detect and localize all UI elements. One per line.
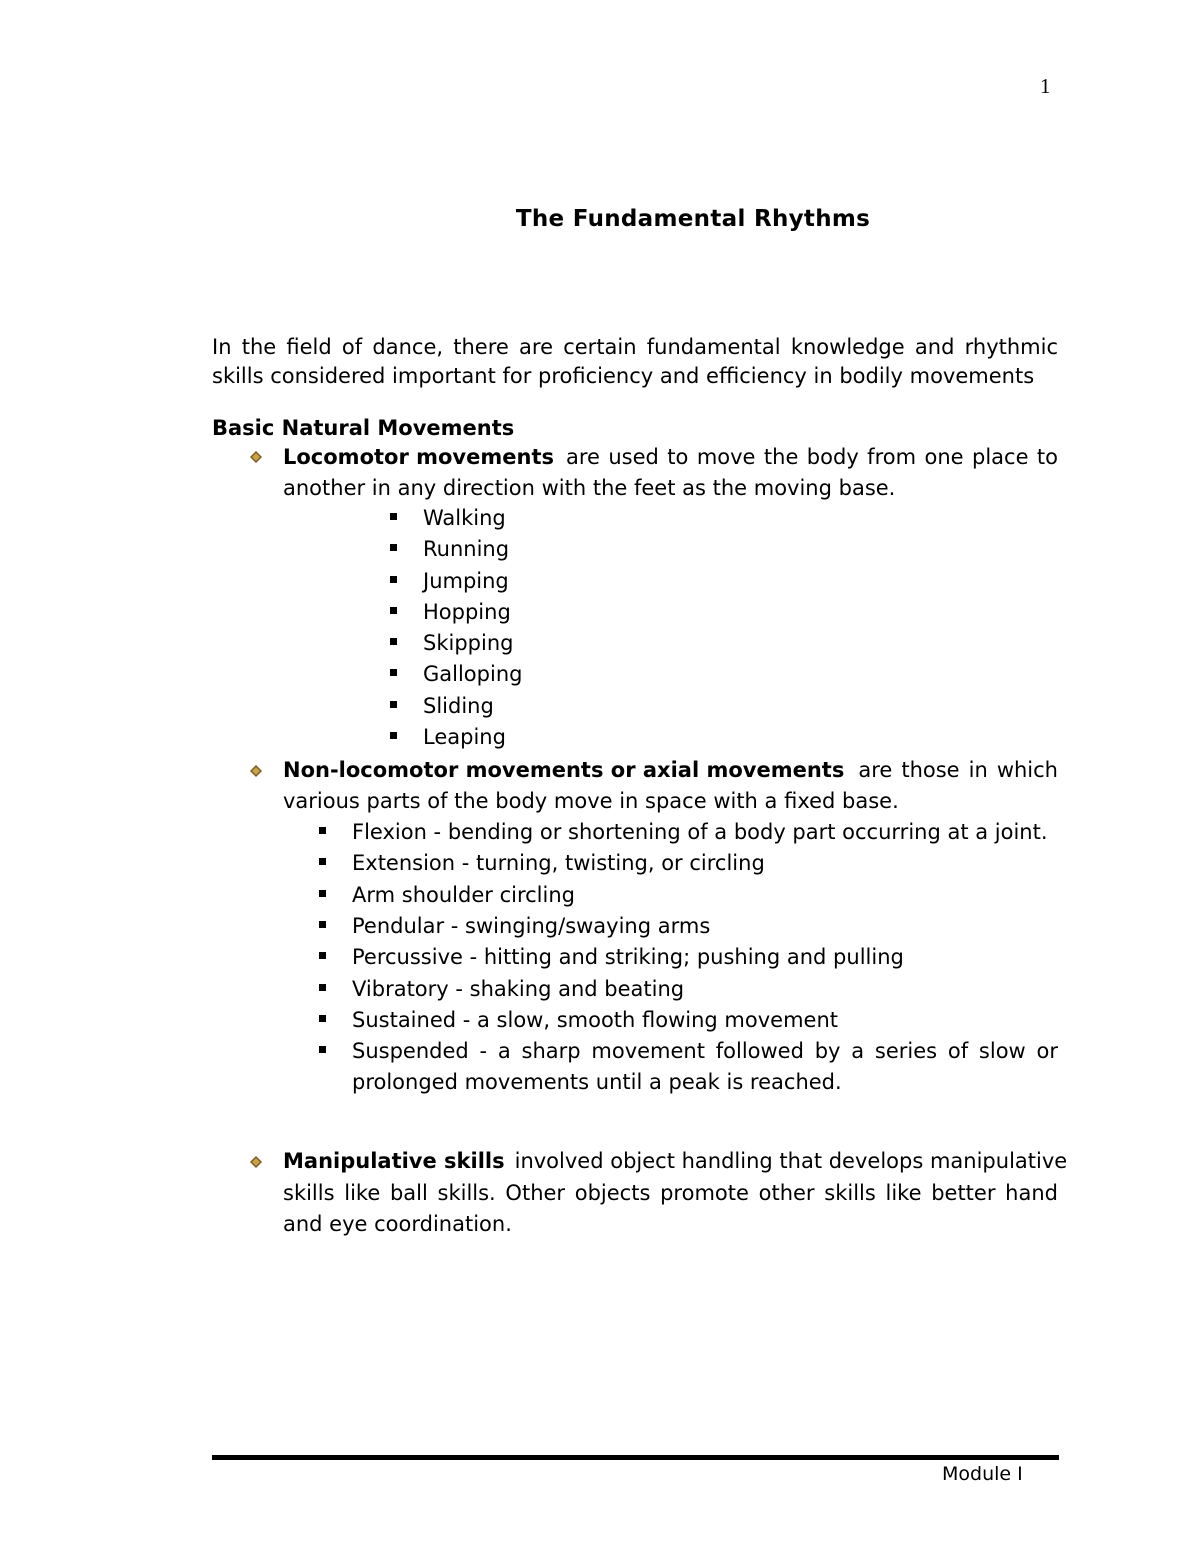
square-bullet-icon (319, 921, 326, 928)
square-bullet-icon (390, 576, 397, 583)
square-bullet-icon (390, 607, 397, 614)
intro-line-2: skills considered important for proficiency and efficiency in bodily movements (212, 364, 1035, 388)
manipulative-line-2: skills like ball skills. Other objects promote other skills like better hand (283, 1181, 1058, 1205)
square-bullet-icon (390, 669, 397, 676)
locomotor-description: are used to move the body from one place to (565, 445, 1058, 469)
non-locomotor-line-2: various parts of the body move in space with a fixed base. (283, 789, 899, 813)
manipulative-line-1 (283, 1146, 1068, 1177)
non-locomotor-term: Non-locomotor movements or axial movements (283, 758, 845, 782)
list-item-continuation: prolonged movements until a peak is reached. (352, 1070, 842, 1094)
list-item: Hopping (423, 600, 511, 624)
list-item: Walking (423, 506, 506, 530)
square-bullet-icon (390, 638, 397, 645)
document-title: The Fundamental Rhythms (515, 206, 871, 232)
square-bullet-icon (390, 513, 397, 520)
list-item: Skipping (423, 631, 514, 655)
section-heading: Basic Natural Movements (212, 416, 515, 440)
list-item: Running (423, 537, 510, 561)
list-item: Sliding (423, 694, 494, 718)
list-item: Percussive - hitting and striking; pushing and pulling (352, 945, 904, 969)
square-bullet-icon (319, 858, 326, 865)
manipulative-line-3: and eye coordination. (283, 1212, 512, 1236)
footer-rule (212, 1455, 1059, 1460)
list-item: Jumping (423, 569, 509, 593)
list-item: Vibratory - shaking and beating (352, 977, 685, 1001)
locomotor-term: Locomotor movements (283, 445, 554, 469)
page-number: 1 (1040, 74, 1051, 98)
footer-module-label: Module I (942, 1463, 1023, 1485)
list-item: Extension - turning, twisting, or circling (352, 851, 765, 875)
list-item: Pendular - swinging/swaying arms (352, 914, 711, 938)
square-bullet-icon (319, 827, 326, 834)
list-item: Galloping (423, 662, 523, 686)
list-item: Suspended - a sharp movement followed by a series of slow or (352, 1039, 1058, 1063)
intro-line-1: In the field of dance, there are certain fundamental knowledge and rhythmic (212, 335, 1058, 359)
locomotor-line-1 (283, 442, 1058, 473)
locomotor-line-2: another in any direction with the feet as the moving base. (283, 476, 896, 500)
manipulative-description: involved object handling that develops manipulative (514, 1149, 1068, 1173)
square-bullet-icon (319, 1015, 326, 1022)
list-item: Sustained - a slow, smooth flowing movement (352, 1008, 838, 1032)
list-item: Flexion - bending or shortening of a body part occurring at a joint. (352, 820, 1048, 844)
square-bullet-icon (390, 544, 397, 551)
manipulative-term: Manipulative skills (283, 1149, 505, 1173)
list-item: Leaping (423, 725, 506, 749)
non-locomotor-line-1 (283, 755, 1058, 786)
diamond-bullet-icon (249, 764, 263, 778)
square-bullet-icon (390, 732, 397, 739)
square-bullet-icon (390, 701, 397, 708)
non-locomotor-description: are those in which (858, 758, 1058, 782)
square-bullet-icon (319, 952, 326, 959)
square-bullet-icon (319, 1046, 326, 1053)
diamond-bullet-icon (249, 450, 263, 464)
square-bullet-icon (319, 984, 326, 991)
square-bullet-icon (319, 890, 326, 897)
list-item: Arm shoulder circling (352, 883, 575, 907)
diamond-bullet-icon (249, 1155, 263, 1169)
